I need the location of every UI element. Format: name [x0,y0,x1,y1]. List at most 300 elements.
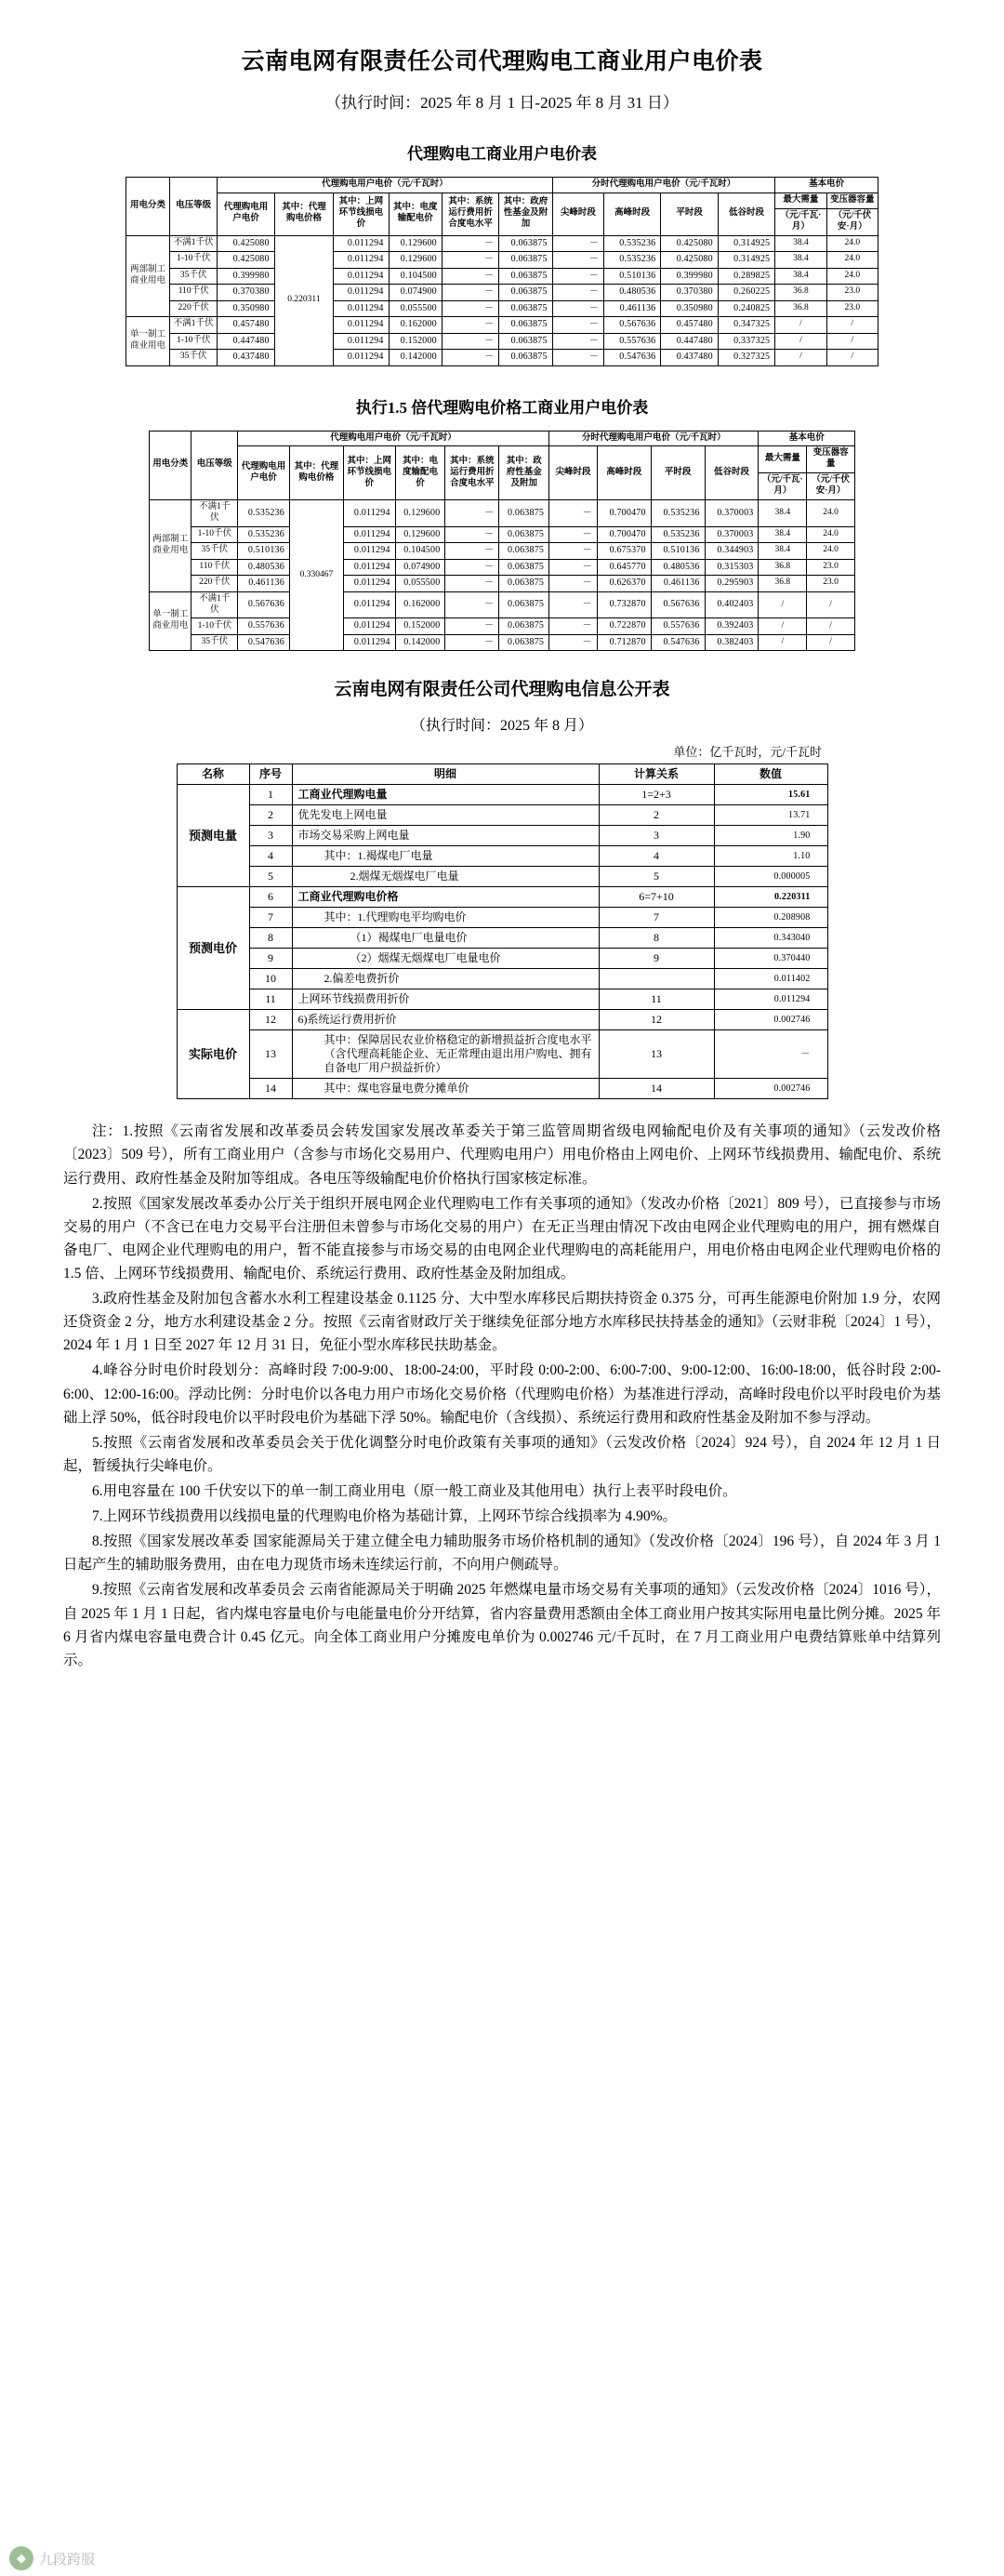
row-valley: 0.314925 [718,235,774,252]
th-voltage: 电压等级 [170,178,218,236]
table1-header-row-2 [126,193,878,208]
row-voltage: 1-10千伏 [170,333,218,350]
table-row [150,634,855,651]
row-peak: 0.675370 [597,543,651,560]
table-row [177,846,827,867]
row-valley: 0.314925 [718,252,774,269]
row-max-demand: / [759,591,807,618]
th-category: 用电分类 [126,178,170,236]
page-subtitle: （执行时间：2025 年 8 月 1 日-2025 年 8 月 31 日） [325,94,679,112]
row-relation: 13 [599,1030,714,1079]
th2-max-demand-unit: （元/千瓦·月） [759,473,807,500]
table1-header-row-1 [126,178,878,193]
row-max-demand: / [775,333,826,350]
note-paragraph: 5.按照《云南省发展和改革委员会关于优化调整分时电价政策有关事项的通知》（云发改价格〔2024〕924 号），自 2024 年 12 月 1 日起，暂缓执行尖峰电价。 [63,1434,941,1474]
table2-header-row-1 [150,431,855,446]
row-sharp: － [549,576,598,592]
row-voltage: 35千伏 [192,543,238,560]
row-peak: 0.480536 [603,285,660,301]
row-seq: 13 [249,1030,292,1079]
row-seq: 2 [249,805,292,826]
th3-seq: 序号 [249,764,292,785]
table-row [150,576,855,592]
row-sharp: － [549,543,598,560]
row-relation: 6=7+10 [599,887,714,908]
row-value: 13.71 [714,805,827,826]
row-voltage: 35千伏 [192,634,238,651]
row-voltage: 220千伏 [170,300,218,317]
table3-header-row [177,764,827,785]
row-agent-price: 0.447480 [218,333,274,350]
row-flat: 0.350980 [661,300,718,317]
row-sharp: － [552,317,603,334]
row-group-label: 实际电价 [177,1010,249,1099]
row-sharp: － [552,285,603,301]
th2-category: 用电分类 [150,431,192,499]
table-row [126,300,878,317]
table-row [177,826,827,846]
row-agent-price: 0.425080 [218,252,274,269]
row-valley: 0.347325 [718,317,774,334]
watermark [9,2546,95,2570]
row-detail: 上网环节线损费用折价 [292,989,599,1010]
table3-body [177,785,827,1099]
row-value: 1.10 [714,846,827,867]
row-seq: 5 [249,867,292,887]
row-transmission: 0.055500 [389,300,442,317]
note-paragraph: 4.峰谷分时电价时段划分：高峰时段 7:00-9:00、18:00-24:00，平时段 0:00-2:00、6:00-7:00、9:00-12:00、16:00-18:00，低谷时段 2:00-6:00、12:00-16:00。浮动比例：分时电价以各电力用户市场化交易价格（代理购电价格）为基准进行浮动，高峰时段电价以平时段电价为基础上浮 50%，低谷时段电价以平时段电价为基础下浮 50%。输配电价（含线损）、系统运行费用和政府性基金及附加不参与浮动。 [63,1362,941,1426]
row-voltage: 不满1千伏 [170,235,218,252]
row-line-loss: 0.011294 [343,634,395,651]
row-detail: 2.烟煤无烟煤电厂电量 [292,867,599,887]
table-row [177,805,827,826]
th2-group-tou: 分时代理购电用户电价（元/千瓦时） [549,431,759,446]
row-seq: 12 [249,1010,292,1030]
th-transmission: 其中：电度输配电价 [389,193,442,235]
row-voltage: 不满1千伏 [170,317,218,334]
row-transmission: 0.129600 [389,252,442,269]
row-sharp: － [552,300,603,317]
row-sharp: － [549,634,598,651]
row-peak: 0.567636 [603,317,660,334]
row-peak: 0.461136 [603,300,660,317]
row-valley: 0.337325 [718,333,774,350]
row-seq: 8 [249,928,292,949]
row-voltage: 不满1千伏 [192,499,238,526]
row-relation: 11 [599,989,714,1010]
row-gov-fund: 0.063875 [499,333,552,350]
th2-peak: 高峰时段 [597,446,651,500]
row-transmission: 0.162000 [389,317,442,334]
th2-voltage: 电压等级 [192,431,238,499]
row-transmission: 0.152000 [389,333,442,350]
row-valley: 0.240825 [718,300,774,317]
row-max-demand: / [759,618,807,635]
row-sharp: － [549,499,598,526]
row-peak: 0.535236 [603,235,660,252]
row-transformer: 24.0 [826,268,878,285]
row-transmission: 0.104500 [389,268,442,285]
row-valley: 0.370003 [705,526,759,543]
row-flat: 0.425080 [661,235,718,252]
note-paragraph: 8.按照《国家发展改革委 国家能源局关于建立健全电力辅助服务市场价格机制的通知》（发改价格〔2024〕196 号），自 2024 年 3 月 1 日起产生的辅助服务费用，由在电力现货市场未连续运行前，不向用户侧疏导。 [63,1534,941,1573]
table-agent-price-1-5x [149,431,855,652]
row-detail: 市场交易采购上网电量 [292,826,599,846]
row-system-op: － [442,333,498,350]
table-row [126,252,878,269]
row-peak: 0.700470 [597,499,651,526]
table3-title: 云南电网有限责任公司代理购电信息公开表 [334,680,670,700]
row-gov-fund: 0.063875 [499,618,549,635]
row-transmission: 0.055500 [395,576,445,592]
row-gov-fund: 0.063875 [499,268,552,285]
row-sharp: － [552,350,603,366]
row-sharp: － [549,591,598,618]
row-agent-price: 0.457480 [218,317,274,334]
th2-system-op: 其中：系统运行费用折合度电水平 [445,446,499,500]
row-line-loss: 0.011294 [334,285,389,301]
row-line-loss: 0.011294 [334,300,389,317]
th-group-agent: 代理购电用户电价（元/千瓦时） [218,178,552,193]
row-agent-price: 0.535236 [238,526,290,543]
table-row [150,543,855,560]
row-valley: 0.382403 [705,634,759,651]
row-max-demand: / [759,634,807,651]
row-flat: 0.457480 [661,317,718,334]
table-row [150,618,855,635]
row-voltage: 1-10千伏 [192,526,238,543]
row-system-op: － [445,559,499,576]
row-gov-fund: 0.063875 [499,285,552,301]
row-relation: 3 [599,826,714,846]
row-seq: 7 [249,908,292,928]
table-row [177,908,827,928]
th-peak: 高峰时段 [603,193,660,235]
row-line-loss: 0.011294 [343,559,395,576]
row-voltage: 110千伏 [192,559,238,576]
row-line-loss: 0.011294 [334,333,389,350]
row-transformer: 24.0 [826,252,878,269]
table-row [150,499,855,526]
row-transformer: 23.0 [807,576,855,592]
th-system-op: 其中：系统运行费用折合度电水平 [442,193,498,235]
row-transmission: 0.104500 [395,543,445,560]
th3-relation: 计算关系 [599,764,714,785]
table-row [126,268,878,285]
row-transformer: 23.0 [826,285,878,301]
row-max-demand: 38.4 [759,543,807,560]
th2-flat: 平时段 [651,446,705,500]
row-seq: 1 [249,785,292,805]
row-gov-fund: 0.063875 [499,591,549,618]
th2-valley: 低谷时段 [705,446,759,500]
row-line-loss: 0.011294 [334,235,389,252]
row-category: 两部制工商业用电 [150,499,192,591]
row-agent-price: 0.437480 [218,350,274,366]
row-detail: 6)系统运行费用折价 [292,1010,599,1030]
row-transformer: 24.0 [807,526,855,543]
note-paragraph: 注：1.按照《云南省发展和改革委员会转发国家发展改革委关于第三监管周期省级电网输配电价及有关事项的通知》（云发改价格〔2023〕509 号），所有工商业用户（含参与市场化交易用户、代理购电用户）用电价格由上网电价、上网环节线损费用、输配电价、系统运行费用、政府性基金及附加等组成。各电压等级输配电价价格执行国家核定标准。 [63,1123,941,1187]
row-value: 0.011294 [714,989,827,1010]
table-row [126,235,878,252]
row-peak: 0.557636 [603,333,660,350]
row-agent-price: 0.480536 [238,559,290,576]
row-valley: 0.370003 [705,499,759,526]
row-gov-fund: 0.063875 [499,235,552,252]
row-transformer: 23.0 [807,559,855,576]
row-gov-fund: 0.063875 [499,252,552,269]
row-max-demand: / [775,350,826,366]
table2-title: 执行1.5 倍代理购电价格工商业用户电价表 [355,398,649,417]
th-valley: 低谷时段 [718,193,774,235]
row-transformer: 24.0 [807,543,855,560]
row-gov-fund: 0.063875 [499,300,552,317]
row-detail: 其中：1.代理购电平均购电价 [292,908,599,928]
row-system-op: － [442,300,498,317]
table-row [177,867,827,887]
th-agent-price: 代理购电用户电价 [218,193,274,235]
th3-name: 名称 [177,764,249,785]
table1-body [126,235,878,365]
row-value: 0.000005 [714,867,827,887]
th2-max-demand: 最大需量 [759,446,807,473]
table-row [177,989,827,1010]
row-seq: 6 [249,887,292,908]
row-relation: 1=2+3 [599,785,714,805]
table-agent-price [126,177,878,366]
row-line-loss: 0.011294 [343,543,395,560]
table2-body [150,499,855,651]
row-flat: 0.437480 [661,350,718,366]
row-line-loss: 0.011294 [334,268,389,285]
row-valley: 0.315303 [705,559,759,576]
row-gov-fund: 0.063875 [499,543,549,560]
row-peak: 0.700470 [597,526,651,543]
row-transmission: 0.074900 [395,559,445,576]
row-agent-price: 0.547636 [238,634,290,651]
row-max-demand: 38.4 [759,499,807,526]
th3-value: 数值 [714,764,827,785]
note-paragraph: 3.政府性基金及附加包含蓄水水利工程建设基金 0.1125 分、大中型水库移民后期扶持资金 0.375 分，可再生能源电价附加 1.9 分，农网还贷资金 2 分，地方水利建设基金 2 分。按照《云南省财政厅关于继续免征部分地方水库移民扶持基金的通知》（云财非税〔2024〕1 号），2024 年 1 月 1 日至 2027 年 12 月 31 日，免征小型水库移民扶助基金。 [63,1291,941,1354]
row-peak: 0.510136 [603,268,660,285]
row-transmission: 0.152000 [395,618,445,635]
th-purchase-price: 其中：代理购电价格 [274,193,333,235]
row-peak: 0.722870 [597,618,651,635]
row-sharp: － [549,618,598,635]
table-row [126,317,878,334]
row-line-loss: 0.011294 [334,252,389,269]
row-value: 1.90 [714,826,827,846]
row-transformer: / [826,317,878,334]
row-seq: 14 [249,1079,292,1099]
row-transformer: / [826,333,878,350]
th2-purchase-price: 其中：代理购电价格 [289,446,343,500]
row-transformer: / [807,591,855,618]
row-system-op: － [445,618,499,635]
table-info-disclosure [177,764,828,1099]
row-sharp: － [549,526,598,543]
row-max-demand: 38.4 [775,268,826,285]
table-row [177,949,827,969]
row-purchase-price: 0.220311 [274,235,333,365]
row-agent-price: 0.557636 [238,618,290,635]
row-transmission: 0.142000 [389,350,442,366]
row-system-op: － [445,591,499,618]
row-detail: （2）烟煤无烟煤电厂电量电价 [292,949,599,969]
row-transmission: 0.129600 [389,235,442,252]
page-title: 云南电网有限责任公司代理购电工商业用户电价表 [241,49,763,74]
row-system-op: － [442,350,498,366]
row-valley: 0.327325 [718,350,774,366]
th2-transformer-unit: （元/千伏安·月） [807,473,855,500]
row-detail: 优先发电上网电量 [292,805,599,826]
row-transformer: 23.0 [826,300,878,317]
row-detail: 2.偏差电费折价 [292,969,599,989]
table3-unit-note: 单位：亿千瓦时，元/千瓦时 [673,745,822,760]
row-system-op: － [442,235,498,252]
th-group-tou: 分时代理购电用户电价（元/千瓦时） [552,178,775,193]
row-max-demand: 38.4 [775,252,826,269]
row-line-loss: 0.011294 [343,526,395,543]
row-purchase-price: 0.330467 [289,499,343,651]
row-voltage: 220千伏 [192,576,238,592]
row-max-demand: 38.4 [759,526,807,543]
row-voltage: 110千伏 [170,285,218,301]
row-gov-fund: 0.063875 [499,499,549,526]
note-paragraph: 9.按照《云南省发展和改革委员会 云南省能源局关于明确 2025 年燃煤电量市场交易有关事项的通知》（云发改价格〔2024〕1016 号），自 2025 年 1 月 1 日起，省内煤电容量电价与电能量电价分开结算，省内容量费用悉额由全体工商业用户按其实际用电量比例分摊。2025 年 6 月省内煤电容量电费合计 0.45 亿元。向全体工商业用户分摊废电单价为 0.002746 元/千瓦时，在 7 月工商业用户电费结算账单中结算列示。 [63,1582,941,1668]
table-row [126,333,878,350]
row-valley: 0.392403 [705,618,759,635]
table1-title: 代理购电工商业用户电价表 [407,145,597,163]
row-system-op: － [442,285,498,301]
row-flat: 0.535236 [651,499,705,526]
row-agent-price: 0.350980 [218,300,274,317]
row-category: 单一制工商业用电 [126,317,170,366]
th3-detail: 明细 [292,764,599,785]
row-agent-price: 0.535236 [238,499,290,526]
row-flat: 0.567636 [651,591,705,618]
row-gov-fund: 0.063875 [499,526,549,543]
row-transmission: 0.074900 [389,285,442,301]
row-valley: 0.402403 [705,591,759,618]
row-sharp: － [552,333,603,350]
table-row [177,928,827,949]
table-row [177,969,827,989]
th2-transmission: 其中：电度输配电价 [395,446,445,500]
row-relation: 8 [599,928,714,949]
row-value: 0.002746 [714,1079,827,1099]
row-relation: 5 [599,867,714,887]
row-value: 0.011402 [714,969,827,989]
row-system-op: － [445,543,499,560]
row-value: 15.61 [714,785,827,805]
row-transmission: 0.142000 [395,634,445,651]
th-max-demand: 最大需量 [775,193,826,208]
th-line-loss: 其中：上网环节线损电价 [334,193,389,235]
row-transmission: 0.162000 [395,591,445,618]
row-line-loss: 0.011294 [343,591,395,618]
row-relation: 9 [599,949,714,969]
th-sharp: 尖峰时段 [552,193,603,235]
row-gov-fund: 0.063875 [499,576,549,592]
table2-header-row-2 [150,446,855,473]
row-transformer: 24.0 [826,235,878,252]
row-detail: 其中：煤电容量电费分摊单价 [292,1079,599,1099]
table-row [177,1010,827,1030]
row-group-label: 预测电价 [177,887,249,1010]
row-flat: 0.447480 [661,333,718,350]
row-transformer: / [807,618,855,635]
row-seq: 3 [249,826,292,846]
row-max-demand: 36.8 [775,285,826,301]
note-paragraph: 2.按照《国家发展改革委办公厅关于组织开展电网企业代理购电工作有关事项的通知》（发改办价格〔2021〕809 号），已直接参与市场交易的用户（不含已在电力交易平台注册但未曾参与市场化交易的用户）在无正当理由情况下改由电网企业代理购电的用户，拥有燃煤自备电厂、电网企业代理购电的用户，暂不能直接参与市场交易的由电网企业代理购电的高耗能用户，用电价格由电网企业代理购电价格的 1.5 倍、上网环节线损费用、输配电价、系统运行费用、政府性基金及附加组成。 [63,1195,941,1282]
row-voltage: 35千伏 [170,268,218,285]
th-group-basic: 基本电价 [775,178,878,193]
table3-subtitle: （执行时间：2025 年 8 月） [410,718,593,735]
row-relation: 4 [599,846,714,867]
row-value: － [714,1030,827,1079]
row-detail: （1）褐煤电厂电量电价 [292,928,599,949]
th2-line-loss: 其中：上网环节线损电价 [343,446,395,500]
th-transformer-unit: （元/千伏安·月） [826,208,878,235]
note-paragraph: 6.用电容量在 100 千伏安以下的单一制工商业用电（原一般工商业及其他用电）执行上表平时段电价。 [92,1483,737,1500]
row-max-demand: 36.8 [775,300,826,317]
table-row [177,785,827,805]
row-peak: 0.645770 [597,559,651,576]
th2-group-agent: 代理购电用户电价（元/千瓦时） [238,431,549,446]
row-system-op: － [442,268,498,285]
row-sharp: － [552,268,603,285]
th2-agent-price: 代理购电用户电价 [238,446,290,500]
row-line-loss: 0.011294 [343,499,395,526]
th-transformer: 变压器容量 [826,193,878,208]
row-group-label: 预测电量 [177,785,249,887]
row-system-op: － [445,526,499,543]
row-line-loss: 0.011294 [334,350,389,366]
row-line-loss: 0.011294 [343,576,395,592]
row-flat: 0.535236 [651,526,705,543]
notes-section [63,1120,941,1672]
row-peak: 0.547636 [603,350,660,366]
th2-transformer: 变压器容量 [807,446,855,473]
row-agent-price: 0.399980 [218,268,274,285]
row-valley: 0.289825 [718,268,774,285]
row-agent-price: 0.425080 [218,235,274,252]
row-value: 0.370440 [714,949,827,969]
th2-group-basic: 基本电价 [759,431,855,446]
row-line-loss: 0.011294 [334,317,389,334]
row-flat: 0.370380 [661,285,718,301]
table-row [150,559,855,576]
th-gov-fund: 其中：政府性基金及附加 [499,193,552,235]
table-row [177,1030,827,1079]
row-relation: 12 [599,1010,714,1030]
th2-sharp: 尖峰时段 [549,446,598,500]
row-flat: 0.510136 [651,543,705,560]
row-detail: 工商业代理购电量 [292,785,599,805]
row-category: 单一制工商业用电 [150,591,192,651]
row-voltage: 1-10千伏 [170,252,218,269]
row-agent-price: 0.461136 [238,576,290,592]
row-value: 0.220311 [714,887,827,908]
row-system-op: － [445,576,499,592]
row-valley: 0.344903 [705,543,759,560]
row-gov-fund: 0.063875 [499,634,549,651]
row-peak: 0.732870 [597,591,651,618]
row-relation: 14 [599,1079,714,1099]
row-max-demand: / [775,317,826,334]
row-value: 0.002746 [714,1010,827,1030]
